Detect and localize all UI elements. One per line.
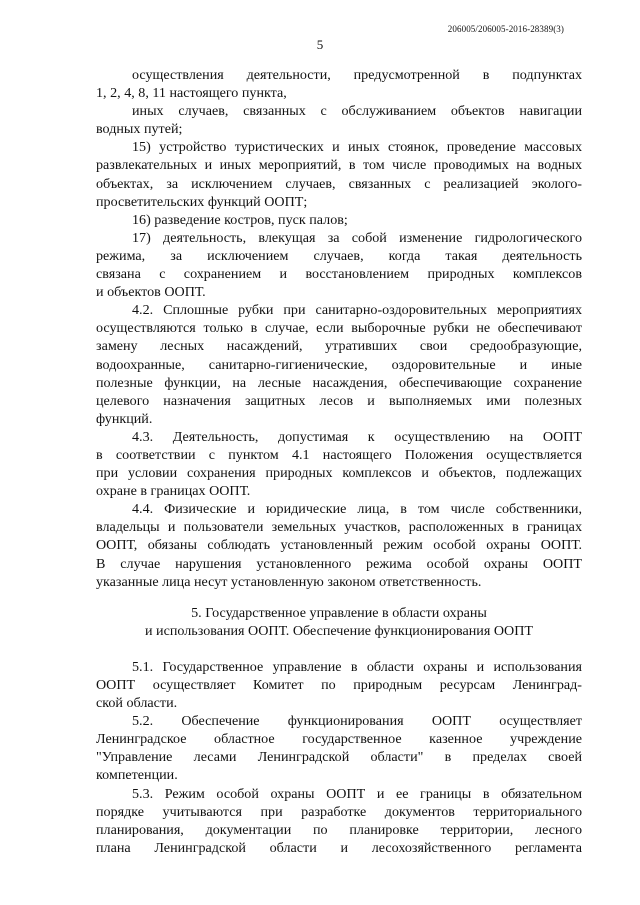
text-line: и объектов ООПТ.	[96, 284, 206, 301]
text-line: ской области.	[96, 695, 178, 712]
spacer	[96, 591, 582, 604]
text-line: просветительских функций ООПТ;	[96, 193, 308, 210]
text-line: плана Ленинградской области и лесохозяйственного регламента	[96, 839, 582, 856]
text-line: указанные лица несут установленную законом ответственность.	[96, 573, 482, 590]
text-line: 4.3. Деятельность, допустимая к осуществлению на ООПТ	[132, 428, 582, 445]
text-line: в соответствии с пунктом 4.1 настоящего Положения осуществляется	[96, 446, 582, 463]
text-line: ООПТ, обязаны соблюдать установленный режим особой охраны ООПТ.	[96, 537, 582, 554]
page-number: 5	[316, 37, 324, 52]
text-line: 4.4. Физические и юридические лица, в том числе собственники,	[132, 501, 582, 518]
text-line: охране в границах ООПТ.	[96, 483, 251, 500]
text-line: осуществления деятельности, предусмотренной в подпунктах	[132, 67, 582, 83]
text-line: компетенции.	[96, 767, 178, 784]
text-line: В случае нарушения установленного режима особой охраны ООПТ	[96, 555, 582, 572]
section-heading-line: 5. Государственное управление в области охраны	[191, 604, 487, 621]
document-id: 206005/206005-2016-28389(3)	[447, 24, 564, 34]
text-line: водоохранные, санитарно-гигиенические, оздоровительные и иные	[96, 356, 582, 373]
text-line: 5.1. Государственное управление в области охраны и использования	[132, 658, 582, 675]
text-line: 4.2. Сплошные рубки при санитарно-оздоровительных мероприятиях	[132, 302, 582, 319]
text-line: владельцы и пользователи земельных участков, расположенных в границах	[96, 519, 582, 536]
text-line: целевого назначения защитных лесов и выполняемых ими полезных	[96, 392, 582, 409]
text-line: иных случаев, связанных с обслуживанием объектов навигации	[132, 103, 582, 120]
text-line: порядке учитываются при разработке документов территориального	[96, 803, 582, 820]
text-line: при условии сохранения природных комплексов и объектов, подлежащих	[96, 465, 582, 482]
text-line: полезные функции, на лесные насаждения, обеспечивающие сохранение	[96, 374, 582, 391]
text-line: 16) разведение костров, пуск палов;	[132, 211, 348, 228]
text-line: замену лесных насаждений, утративших свои средообразующие,	[96, 338, 582, 355]
text-line: Ленинградское областное государственное казенное учреждение	[96, 731, 582, 748]
text-line: 17) деятельность, влекущая за собой изменение гидрологического	[132, 229, 582, 246]
text-line: водных путей;	[96, 121, 183, 138]
text-line: 15) устройство туристических и иных стоянок, проведение массовых	[132, 139, 582, 156]
section-heading-line: и использования ООПТ. Обеспечение функционирования ООПТ	[144, 622, 534, 639]
text-line: "Управление лесами Ленинградской области" в пределах своей	[96, 749, 582, 766]
document-body	[96, 66, 582, 857]
text-line: ООПТ осуществляет Комитет по природным ресурсам Ленинград-	[96, 677, 582, 693]
text-line: планирования, документации по планировке территории, лесного	[96, 821, 582, 838]
text-line: 5.2. Обеспечение функционирования ООПТ осуществляет	[132, 713, 582, 730]
text-line: 1, 2, 4, 8, 11 настоящего пункта,	[96, 85, 287, 102]
text-line: связана с сохранением и восстановлением природных комплексов	[96, 266, 582, 283]
text-line: режима, за исключением случаев, когда такая деятельность	[96, 247, 582, 264]
text-line: осуществляются только в случае, если выборочные рубки не обеспечивают	[96, 320, 582, 337]
text-line: развлекательных и иных мероприятий, в том числе проводимых на водных	[96, 157, 582, 174]
spacer	[96, 640, 582, 658]
text-line: объектах, за исключением случаев, связанных с реализацией эколого-	[96, 175, 582, 192]
text-line: функций.	[96, 410, 153, 427]
text-line: 5.3. Режим особой охраны ООПТ и ее границы в обязательном	[132, 785, 582, 802]
